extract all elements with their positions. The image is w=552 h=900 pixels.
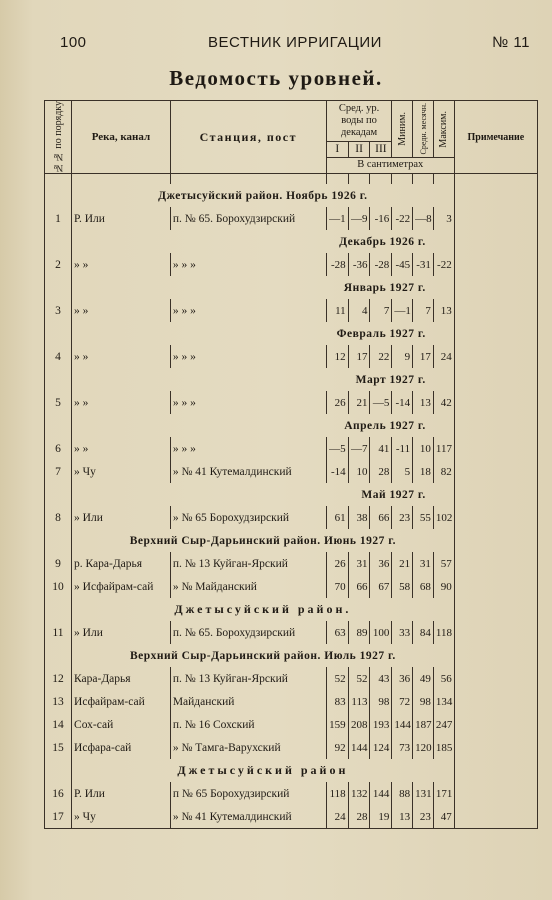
min-value: -45	[392, 253, 413, 276]
max-value: 102	[433, 506, 454, 529]
decade-1-value: 159	[326, 713, 348, 736]
decade-2-value: 10	[348, 460, 370, 483]
min-value: 13	[392, 805, 413, 829]
table-row	[45, 805, 538, 829]
section-heading: Январь 1927 г.	[72, 276, 455, 299]
avg-value: 13	[413, 391, 434, 414]
header-min: Миним.	[392, 101, 413, 158]
avg-value: 23	[413, 805, 434, 829]
section-heading: Апрель 1927 г.	[72, 414, 455, 437]
note-cell	[454, 253, 537, 276]
max-value: 82	[433, 460, 454, 483]
section-heading: Джетысуйский район	[72, 759, 455, 782]
table-row	[45, 460, 538, 483]
station-cell: » № Майданский	[170, 575, 326, 598]
avg-value: 187	[413, 713, 434, 736]
avg-value: 7	[413, 299, 434, 322]
decade-1-value: 24	[326, 805, 348, 829]
note-cell	[454, 575, 537, 598]
river-cell: » »	[72, 391, 171, 414]
decade-1-value: —5	[326, 437, 348, 460]
max-value: -22	[433, 253, 454, 276]
table-row	[45, 575, 538, 598]
table-row	[45, 552, 538, 575]
station-cell: » » »	[170, 299, 326, 322]
station-cell: п № 65 Борохудзирский	[170, 782, 326, 805]
river-cell: » »	[72, 299, 171, 322]
decade-3-value: 67	[370, 575, 392, 598]
section-heading-row	[45, 230, 538, 253]
table-row	[45, 782, 538, 805]
station-cell: п. № 16 Сохский	[170, 713, 326, 736]
min-value: 5	[392, 460, 413, 483]
decade-2-value: 113	[348, 690, 370, 713]
min-value: 36	[392, 667, 413, 690]
note-cell	[454, 552, 537, 575]
section-heading-row	[45, 759, 538, 782]
min-value: -14	[392, 391, 413, 414]
station-cell: » № 41 Кутемалдинский	[170, 460, 326, 483]
decade-2-value: —9	[348, 207, 370, 230]
row-number: 1	[45, 207, 72, 230]
decade-3-value: 19	[370, 805, 392, 829]
decade-1-value: 63	[326, 621, 348, 644]
row-number: 9	[45, 552, 72, 575]
row-number: 13	[45, 690, 72, 713]
row-number: 15	[45, 736, 72, 759]
header-max: Максим.	[433, 101, 454, 158]
avg-value: 17	[413, 345, 434, 368]
section-heading: Май 1927 г.	[72, 483, 455, 506]
station-cell: Майданский	[170, 690, 326, 713]
decade-1-value: 11	[326, 299, 348, 322]
note-cell	[454, 207, 537, 230]
min-value: 33	[392, 621, 413, 644]
header-avg-month: Средн. месячн.	[413, 101, 434, 158]
table-row	[45, 253, 538, 276]
note-cell	[454, 460, 537, 483]
journal-name: ВЕСТНИК ИРРИГАЦИИ	[208, 34, 382, 51]
decade-2-value: 21	[348, 391, 370, 414]
station-cell: п. № 13 Куйган-Ярский	[170, 667, 326, 690]
river-cell: » »	[72, 345, 171, 368]
max-value: 117	[433, 437, 454, 460]
decade-1-value: 83	[326, 690, 348, 713]
decade-1-value: -28	[326, 253, 348, 276]
table-row	[45, 437, 538, 460]
river-cell: Сох-сай	[72, 713, 171, 736]
decade-2-value: 52	[348, 667, 370, 690]
note-cell	[454, 437, 537, 460]
max-value: 24	[433, 345, 454, 368]
decade-3-value: -28	[370, 253, 392, 276]
decade-3-value: 100	[370, 621, 392, 644]
station-cell: п. № 13 Куйган-Ярский	[170, 552, 326, 575]
decade-1-value: 92	[326, 736, 348, 759]
station-cell: » » »	[170, 253, 326, 276]
decade-2-value: 38	[348, 506, 370, 529]
max-value: 57	[433, 552, 454, 575]
section-heading-row	[45, 276, 538, 299]
river-cell: » »	[72, 437, 171, 460]
table-title: Ведомость уровней.	[169, 66, 383, 90]
note-cell	[454, 506, 537, 529]
header-num: №№ по порядку	[45, 101, 72, 174]
table-row	[45, 207, 538, 230]
table-header	[45, 101, 538, 174]
max-value: 3	[433, 207, 454, 230]
section-heading: Февраль 1927 г.	[72, 322, 455, 345]
decade-3-value: -16	[370, 207, 392, 230]
issue-number: № 11	[492, 34, 530, 51]
max-value: 185	[433, 736, 454, 759]
max-value: 90	[433, 575, 454, 598]
note-cell	[454, 621, 537, 644]
avg-value: 120	[413, 736, 434, 759]
station-cell: » » »	[170, 391, 326, 414]
min-value: 21	[392, 552, 413, 575]
running-head	[60, 34, 530, 54]
row-number: 16	[45, 782, 72, 805]
header-avg-level: Сред. ур. воды по декадам	[326, 101, 391, 142]
table-row	[45, 736, 538, 759]
row-number: 14	[45, 713, 72, 736]
decade-2-value: —7	[348, 437, 370, 460]
section-heading: Верхний Сыр-Дарьинский район. Июль 1927 г.	[72, 644, 455, 667]
decade-3-value: 66	[370, 506, 392, 529]
max-value: 171	[433, 782, 454, 805]
avg-value: 31	[413, 552, 434, 575]
min-value: 23	[392, 506, 413, 529]
table-row	[45, 345, 538, 368]
river-cell: Кара-Дарья	[72, 667, 171, 690]
decade-2-value: 17	[348, 345, 370, 368]
decade-1-value: 52	[326, 667, 348, 690]
min-value: 9	[392, 345, 413, 368]
table-row	[45, 506, 538, 529]
station-cell: п. № 65. Борохудзирский	[170, 621, 326, 644]
page-number: 100	[60, 34, 87, 51]
header-units: В сантиметрах	[326, 157, 454, 173]
decade-2-value: 89	[348, 621, 370, 644]
river-cell: » Или	[72, 621, 171, 644]
min-value: 58	[392, 575, 413, 598]
river-cell: Р. Или	[72, 782, 171, 805]
section-heading-row	[45, 414, 538, 437]
section-heading-row	[45, 644, 538, 667]
decade-2-value: 66	[348, 575, 370, 598]
min-value: —1	[392, 299, 413, 322]
note-cell	[454, 736, 537, 759]
station-cell: п. № 65. Борохудзирский	[170, 207, 326, 230]
station-cell: » № 41 Кутемалдинский	[170, 805, 326, 829]
row-number: 7	[45, 460, 72, 483]
avg-value: -31	[413, 253, 434, 276]
decade-3-value: 43	[370, 667, 392, 690]
avg-value: 84	[413, 621, 434, 644]
avg-value: 49	[413, 667, 434, 690]
table-row	[45, 713, 538, 736]
section-heading-row	[45, 322, 538, 345]
decade-3-value: 124	[370, 736, 392, 759]
river-cell: р. Кара-Дарья	[72, 552, 171, 575]
station-cell: » » »	[170, 437, 326, 460]
decade-3-value: —5	[370, 391, 392, 414]
min-value: 72	[392, 690, 413, 713]
row-number: 6	[45, 437, 72, 460]
max-value: 56	[433, 667, 454, 690]
row-number: 5	[45, 391, 72, 414]
station-cell: » » »	[170, 345, 326, 368]
note-cell	[454, 391, 537, 414]
avg-value: 18	[413, 460, 434, 483]
max-value: 13	[433, 299, 454, 322]
avg-value: —8	[413, 207, 434, 230]
section-heading-row	[45, 368, 538, 391]
note-cell	[454, 713, 537, 736]
decade-2-value: 4	[348, 299, 370, 322]
row-number: 8	[45, 506, 72, 529]
avg-value: 68	[413, 575, 434, 598]
section-heading-row	[45, 598, 538, 621]
river-cell: » »	[72, 253, 171, 276]
header-decade-2: II	[348, 141, 370, 157]
note-cell	[454, 345, 537, 368]
row-number: 4	[45, 345, 72, 368]
decade-2-value: 31	[348, 552, 370, 575]
max-value: 134	[433, 690, 454, 713]
water-levels-table	[44, 100, 538, 829]
decade-3-value: 98	[370, 690, 392, 713]
header-decade-3: III	[370, 141, 392, 157]
decade-1-value: 12	[326, 345, 348, 368]
river-cell: » Чу	[72, 460, 171, 483]
min-value: -22	[392, 207, 413, 230]
decade-1-value: -14	[326, 460, 348, 483]
min-value: 73	[392, 736, 413, 759]
decade-3-value: 144	[370, 782, 392, 805]
river-cell: » Чу	[72, 805, 171, 829]
section-heading: Декабрь 1926 г.	[72, 230, 455, 253]
decade-2-value: 132	[348, 782, 370, 805]
decade-3-value: 193	[370, 713, 392, 736]
header-station: Станция, пост	[170, 101, 326, 174]
decade-1-value: 26	[326, 552, 348, 575]
max-value: 47	[433, 805, 454, 829]
table-row	[45, 299, 538, 322]
decade-2-value: 144	[348, 736, 370, 759]
table-row	[45, 621, 538, 644]
min-value: 88	[392, 782, 413, 805]
table-body	[45, 174, 538, 829]
station-cell: » № 65 Борохудзирский	[170, 506, 326, 529]
river-cell: » Исфайрам-сай	[72, 575, 171, 598]
row-number: 10	[45, 575, 72, 598]
max-value: 42	[433, 391, 454, 414]
table-row	[45, 667, 538, 690]
river-cell: Исфара-сай	[72, 736, 171, 759]
header-decade-1: I	[326, 141, 348, 157]
decade-3-value: 7	[370, 299, 392, 322]
section-heading: Джетысуйский район.	[72, 598, 455, 621]
section-heading-row	[45, 184, 538, 207]
min-value: 144	[392, 713, 413, 736]
row-number: 11	[45, 621, 72, 644]
note-cell	[454, 690, 537, 713]
decade-2-value: 208	[348, 713, 370, 736]
row-number: 3	[45, 299, 72, 322]
note-cell	[454, 782, 537, 805]
row-number: 12	[45, 667, 72, 690]
decade-3-value: 36	[370, 552, 392, 575]
section-heading: Джетысуйский район. Ноябрь 1926 г.	[72, 184, 455, 207]
decade-1-value: 26	[326, 391, 348, 414]
section-heading: Март 1927 г.	[72, 368, 455, 391]
decade-3-value: 22	[370, 345, 392, 368]
avg-value: 10	[413, 437, 434, 460]
decade-2-value: -36	[348, 253, 370, 276]
avg-value: 55	[413, 506, 434, 529]
avg-value: 131	[413, 782, 434, 805]
row-number: 2	[45, 253, 72, 276]
decade-2-value: 28	[348, 805, 370, 829]
river-cell: Р. Или	[72, 207, 171, 230]
min-value: -11	[392, 437, 413, 460]
table-row	[45, 690, 538, 713]
station-cell: » № Тамга-Варухский	[170, 736, 326, 759]
table-row	[45, 391, 538, 414]
note-cell	[454, 667, 537, 690]
avg-value: 98	[413, 690, 434, 713]
max-value: 247	[433, 713, 454, 736]
note-cell	[454, 805, 537, 829]
decade-1-value: 61	[326, 506, 348, 529]
note-cell	[454, 299, 537, 322]
decade-1-value: —1	[326, 207, 348, 230]
max-value: 118	[433, 621, 454, 644]
decade-1-value: 70	[326, 575, 348, 598]
decade-1-value: 118	[326, 782, 348, 805]
decade-3-value: 41	[370, 437, 392, 460]
river-cell: Исфайрам-сай	[72, 690, 171, 713]
header-note: Примечание	[454, 101, 537, 174]
decade-3-value: 28	[370, 460, 392, 483]
header-river: Река, канал	[72, 101, 171, 174]
section-heading-row	[45, 483, 538, 506]
row-number: 17	[45, 805, 72, 829]
section-heading-row	[45, 529, 538, 552]
section-heading: Верхний Сыр-Дарьинский район. Июнь 1927 г.	[72, 529, 455, 552]
river-cell: » Или	[72, 506, 171, 529]
